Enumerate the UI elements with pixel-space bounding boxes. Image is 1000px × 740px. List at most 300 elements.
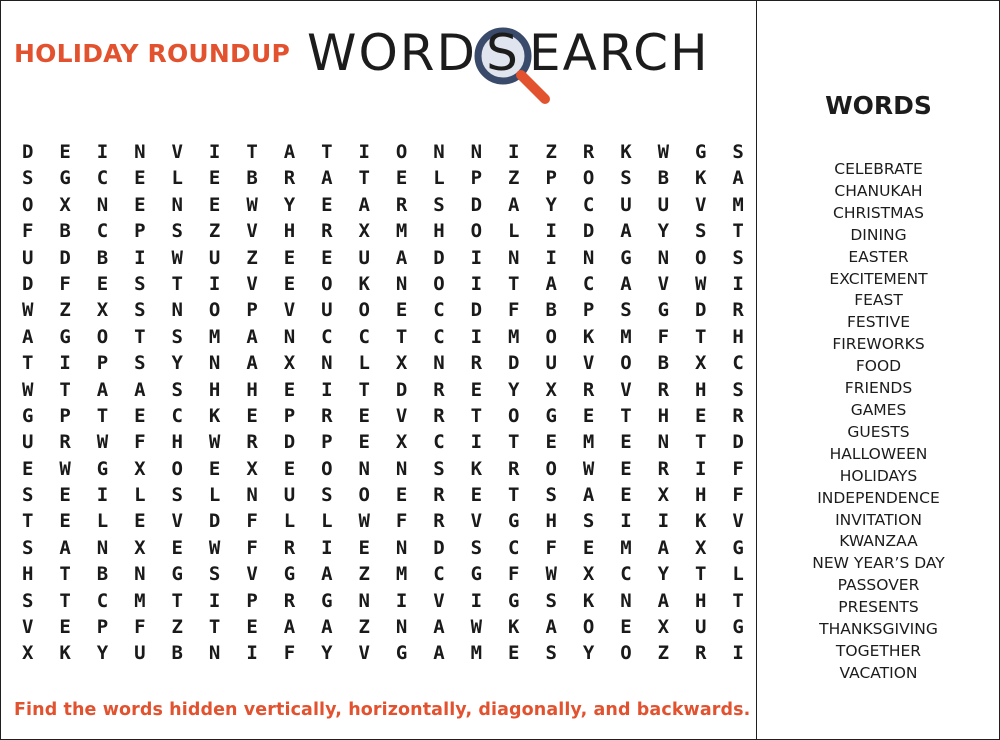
grid-cell[interactable]: N <box>246 484 258 507</box>
grid-cell[interactable]: R <box>582 378 595 401</box>
grid-cell[interactable]: G <box>732 536 744 559</box>
grid-cell[interactable]: X <box>395 431 408 454</box>
grid-cell[interactable]: R <box>283 536 296 559</box>
grid-cell[interactable]: R <box>657 378 670 401</box>
grid-cell[interactable]: N <box>171 193 183 216</box>
grid-cell[interactable]: T <box>732 220 744 243</box>
grid-cell[interactable]: G <box>395 642 408 665</box>
grid-cell[interactable]: S <box>134 299 146 322</box>
grid-cell[interactable]: X <box>657 484 670 507</box>
grid-cell[interactable]: R <box>582 141 595 163</box>
grid-cell[interactable]: K <box>695 167 707 190</box>
grid-cell[interactable]: E <box>59 510 71 533</box>
grid-cell[interactable]: A <box>582 484 595 507</box>
grid-cell[interactable]: B <box>657 167 670 190</box>
grid-cell[interactable]: G <box>59 167 71 190</box>
grid-cell[interactable]: P <box>246 299 258 322</box>
grid-cell[interactable]: S <box>582 510 595 533</box>
grid-cell[interactable]: S <box>134 352 146 375</box>
grid-cell[interactable]: X <box>246 457 258 480</box>
grid-cell[interactable]: O <box>208 299 221 322</box>
grid-cell[interactable]: P <box>283 404 296 427</box>
grid-cell[interactable]: F <box>21 220 34 243</box>
grid-cell[interactable]: E <box>508 642 520 665</box>
grid-cell[interactable]: G <box>96 457 109 480</box>
grid-cell[interactable]: A <box>433 642 445 665</box>
grid-cell[interactable]: X <box>695 536 707 559</box>
grid-cell[interactable]: N <box>96 536 109 559</box>
grid-cell[interactable]: A <box>321 167 333 190</box>
grid-cell[interactable]: T <box>358 378 370 401</box>
grid-cell[interactable]: I <box>59 352 71 375</box>
grid-cell[interactable]: T <box>246 141 258 163</box>
grid-cell[interactable]: I <box>695 457 707 480</box>
grid-cell[interactable]: P <box>96 616 109 639</box>
grid-cell[interactable]: A <box>246 325 258 348</box>
grid-cell[interactable]: E <box>208 457 221 480</box>
grid-cell[interactable]: I <box>657 510 670 533</box>
grid-cell[interactable]: A <box>96 378 109 401</box>
grid-cell[interactable]: S <box>21 536 34 559</box>
grid-cell[interactable]: G <box>620 246 632 269</box>
grid-cell[interactable]: V <box>695 193 707 216</box>
grid-cell[interactable]: T <box>21 352 34 375</box>
grid-cell[interactable]: I <box>321 378 333 401</box>
grid-cell[interactable]: P <box>246 589 258 612</box>
grid-cell[interactable]: R <box>59 431 71 454</box>
grid-cell[interactable]: O <box>358 299 370 322</box>
grid-cell[interactable]: O <box>21 193 34 216</box>
grid-cell[interactable]: A <box>321 563 333 586</box>
grid-cell[interactable]: V <box>470 510 483 533</box>
grid-cell[interactable]: S <box>208 563 221 586</box>
grid-cell[interactable]: I <box>620 510 632 533</box>
grid-cell[interactable]: E <box>246 616 258 639</box>
grid-cell[interactable]: R <box>433 484 445 507</box>
grid-cell[interactable]: W <box>21 299 34 322</box>
grid-cell[interactable]: C <box>433 299 445 322</box>
grid-cell[interactable]: S <box>21 589 34 612</box>
grid-cell[interactable]: M <box>732 193 744 216</box>
grid-cell[interactable]: E <box>171 536 183 559</box>
grid-cell[interactable]: Z <box>358 616 370 639</box>
grid-cell[interactable]: N <box>171 299 183 322</box>
grid-cell[interactable]: X <box>283 352 296 375</box>
grid-cell[interactable]: E <box>321 246 333 269</box>
grid-cell[interactable]: M <box>508 325 520 348</box>
grid-cell[interactable]: G <box>470 563 483 586</box>
grid-cell[interactable]: S <box>21 167 34 190</box>
grid-cell[interactable]: V <box>246 272 258 295</box>
grid-cell[interactable]: H <box>208 378 221 401</box>
grid-cell[interactable]: C <box>96 220 109 243</box>
grid-cell[interactable]: F <box>508 299 520 322</box>
grid-cell[interactable]: H <box>246 378 258 401</box>
grid-cell[interactable]: K <box>582 325 595 348</box>
grid-cell[interactable]: V <box>620 378 632 401</box>
grid-cell[interactable]: E <box>695 404 707 427</box>
grid-cell[interactable]: P <box>59 404 71 427</box>
grid-cell[interactable]: A <box>433 616 445 639</box>
grid-cell[interactable]: D <box>470 193 483 216</box>
grid-cell[interactable]: E <box>545 431 557 454</box>
grid-cell[interactable]: U <box>358 246 370 269</box>
grid-cell[interactable]: O <box>358 484 370 507</box>
grid-cell[interactable]: D <box>21 141 34 163</box>
grid-cell[interactable]: I <box>470 325 483 348</box>
grid-cell[interactable]: S <box>470 536 483 559</box>
grid-cell[interactable]: G <box>657 299 670 322</box>
grid-cell[interactable]: C <box>433 563 445 586</box>
grid-cell[interactable]: H <box>171 431 183 454</box>
grid-cell[interactable]: B <box>246 167 258 190</box>
grid-cell[interactable]: S <box>433 193 445 216</box>
grid-cell[interactable]: H <box>732 325 744 348</box>
grid-cell[interactable]: I <box>395 589 408 612</box>
grid-cell[interactable]: F <box>732 484 744 507</box>
grid-cell[interactable]: D <box>470 299 483 322</box>
grid-cell[interactable]: Y <box>96 642 109 665</box>
grid-cell[interactable]: E <box>358 404 370 427</box>
grid-cell[interactable]: R <box>657 457 670 480</box>
grid-cell[interactable]: N <box>283 325 296 348</box>
grid-cell[interactable]: R <box>732 404 744 427</box>
grid-cell[interactable]: A <box>21 325 34 348</box>
grid-cell[interactable]: F <box>59 272 71 295</box>
grid-cell[interactable]: D <box>582 220 595 243</box>
grid-cell[interactable]: T <box>171 272 183 295</box>
grid-cell[interactable]: E <box>395 484 408 507</box>
grid-cell[interactable]: W <box>21 378 34 401</box>
grid-cell[interactable]: S <box>171 484 183 507</box>
grid-cell[interactable]: A <box>545 616 557 639</box>
grid-cell[interactable]: K <box>695 510 707 533</box>
grid-cell[interactable]: R <box>470 352 483 375</box>
grid-cell[interactable]: Y <box>321 642 333 665</box>
grid-cell[interactable]: E <box>283 272 296 295</box>
grid-cell[interactable]: G <box>732 616 744 639</box>
grid-cell[interactable]: X <box>358 220 370 243</box>
grid-cell[interactable]: V <box>21 616 34 639</box>
grid-cell[interactable]: G <box>545 404 557 427</box>
grid-cell[interactable]: L <box>732 563 744 586</box>
grid-cell[interactable]: M <box>620 325 632 348</box>
grid-cell[interactable]: U <box>657 193 670 216</box>
grid-cell[interactable]: N <box>208 642 221 665</box>
grid-cell[interactable]: T <box>695 431 707 454</box>
grid-cell[interactable]: O <box>545 325 557 348</box>
grid-cell[interactable]: C <box>358 325 370 348</box>
grid-cell[interactable]: L <box>508 220 520 243</box>
grid-cell[interactable]: R <box>433 378 445 401</box>
grid-cell[interactable]: R <box>395 193 408 216</box>
grid-cell[interactable]: L <box>358 352 370 375</box>
grid-cell[interactable]: F <box>508 563 520 586</box>
grid-cell[interactable]: S <box>620 167 632 190</box>
grid-cell[interactable]: D <box>283 431 296 454</box>
grid-cell[interactable]: E <box>59 616 71 639</box>
grid-cell[interactable]: L <box>283 510 296 533</box>
grid-cell[interactable]: F <box>283 642 296 665</box>
grid-cell[interactable]: V <box>395 404 408 427</box>
grid-cell[interactable]: G <box>283 563 296 586</box>
grid-cell[interactable]: A <box>134 378 146 401</box>
grid-cell[interactable]: C <box>582 193 595 216</box>
grid-cell[interactable]: C <box>732 352 744 375</box>
grid-cell[interactable]: R <box>321 404 333 427</box>
grid-cell[interactable]: T <box>358 167 370 190</box>
grid-cell[interactable]: W <box>657 141 670 163</box>
grid-cell[interactable]: T <box>59 563 71 586</box>
grid-cell[interactable]: T <box>470 404 483 427</box>
grid-cell[interactable]: A <box>283 141 296 163</box>
grid-cell[interactable]: G <box>21 404 34 427</box>
grid-cell[interactable]: W <box>545 563 557 586</box>
grid-cell[interactable]: O <box>620 352 632 375</box>
grid-cell[interactable]: U <box>620 193 632 216</box>
grid-cell[interactable]: O <box>508 404 520 427</box>
grid-cell[interactable]: E <box>470 378 483 401</box>
grid-cell[interactable]: O <box>545 457 557 480</box>
grid-cell[interactable]: Y <box>657 220 670 243</box>
grid-cell[interactable]: I <box>508 141 520 163</box>
grid-cell[interactable]: N <box>395 616 408 639</box>
grid-cell[interactable]: C <box>620 563 632 586</box>
grid-cell[interactable]: B <box>96 246 109 269</box>
grid-cell[interactable]: N <box>433 352 445 375</box>
grid-cell[interactable]: N <box>508 246 520 269</box>
grid-cell[interactable]: R <box>695 642 707 665</box>
grid-cell[interactable]: V <box>732 510 744 533</box>
grid-cell[interactable]: O <box>470 220 483 243</box>
grid-cell[interactable]: R <box>283 589 296 612</box>
grid-cell[interactable]: W <box>171 246 183 269</box>
grid-cell[interactable]: H <box>695 484 707 507</box>
grid-cell[interactable]: V <box>246 563 258 586</box>
grid-cell[interactable]: F <box>545 536 557 559</box>
grid-cell[interactable]: N <box>582 246 595 269</box>
grid-cell[interactable]: C <box>508 536 520 559</box>
grid-cell[interactable]: V <box>246 220 258 243</box>
grid-cell[interactable]: T <box>208 616 221 639</box>
grid-cell[interactable]: U <box>21 246 34 269</box>
grid-cell[interactable]: S <box>433 457 445 480</box>
grid-cell[interactable]: G <box>508 589 520 612</box>
grid-cell[interactable]: S <box>732 378 744 401</box>
grid-cell[interactable]: T <box>620 404 632 427</box>
grid-cell[interactable]: R <box>433 404 445 427</box>
grid-cell[interactable]: N <box>358 457 370 480</box>
grid-cell[interactable]: F <box>134 616 146 639</box>
grid-cell[interactable]: Y <box>508 378 520 401</box>
grid-cell[interactable]: T <box>171 589 183 612</box>
grid-cell[interactable]: I <box>470 589 483 612</box>
grid-cell[interactable]: I <box>470 272 483 295</box>
grid-cell[interactable]: L <box>321 510 333 533</box>
grid-cell[interactable]: Z <box>246 246 258 269</box>
grid-cell[interactable]: P <box>321 431 333 454</box>
grid-cell[interactable]: S <box>695 220 707 243</box>
grid-cell[interactable]: E <box>395 299 408 322</box>
grid-cell[interactable]: O <box>171 457 183 480</box>
grid-cell[interactable]: P <box>96 352 109 375</box>
grid-cell[interactable]: U <box>695 616 707 639</box>
grid-cell[interactable]: K <box>208 404 221 427</box>
grid-cell[interactable]: Y <box>171 352 183 375</box>
grid-cell[interactable]: T <box>695 325 707 348</box>
grid-cell[interactable]: G <box>695 141 707 163</box>
grid-cell[interactable]: E <box>96 272 109 295</box>
grid-cell[interactable]: O <box>582 616 595 639</box>
grid-cell[interactable]: N <box>321 352 333 375</box>
grid-cell[interactable]: B <box>59 220 71 243</box>
grid-cell[interactable]: P <box>134 220 146 243</box>
grid-cell[interactable]: T <box>134 325 146 348</box>
grid-cell[interactable]: E <box>470 484 483 507</box>
grid-cell[interactable]: N <box>395 536 408 559</box>
grid-cell[interactable]: W <box>358 510 370 533</box>
grid-cell[interactable]: S <box>545 642 557 665</box>
grid-cell[interactable]: T <box>96 404 109 427</box>
grid-cell[interactable]: K <box>470 457 483 480</box>
grid-cell[interactable]: T <box>321 141 333 163</box>
grid-cell[interactable]: R <box>508 457 520 480</box>
grid-cell[interactable]: N <box>395 272 408 295</box>
grid-cell[interactable]: E <box>620 431 632 454</box>
grid-cell[interactable]: D <box>433 536 445 559</box>
grid-cell[interactable]: W <box>470 616 483 639</box>
grid-cell[interactable]: E <box>582 404 595 427</box>
grid-cell[interactable]: N <box>657 246 670 269</box>
grid-cell[interactable]: C <box>171 404 183 427</box>
grid-cell[interactable]: K <box>582 589 595 612</box>
grid-cell[interactable]: F <box>395 510 408 533</box>
grid-cell[interactable]: A <box>657 589 670 612</box>
grid-cell[interactable]: E <box>358 431 370 454</box>
grid-cell[interactable]: X <box>96 299 109 322</box>
grid-cell[interactable]: K <box>358 272 370 295</box>
grid-cell[interactable]: M <box>582 431 595 454</box>
grid-cell[interactable]: X <box>134 457 146 480</box>
grid-cell[interactable]: X <box>59 193 71 216</box>
grid-cell[interactable]: N <box>620 589 632 612</box>
grid-cell[interactable]: A <box>59 536 71 559</box>
grid-cell[interactable]: A <box>246 352 258 375</box>
grid-cell[interactable]: D <box>21 272 34 295</box>
grid-cell[interactable]: S <box>732 246 744 269</box>
grid-cell[interactable]: E <box>59 141 71 163</box>
grid-cell[interactable]: P <box>545 167 557 190</box>
grid-cell[interactable]: M <box>134 589 146 612</box>
grid-cell[interactable]: B <box>657 352 670 375</box>
grid-cell[interactable]: I <box>246 642 258 665</box>
grid-cell[interactable]: S <box>545 589 557 612</box>
grid-cell[interactable]: G <box>171 563 183 586</box>
grid-cell[interactable]: Y <box>283 193 296 216</box>
grid-cell[interactable]: L <box>96 510 109 533</box>
grid-cell[interactable]: V <box>358 642 370 665</box>
grid-cell[interactable]: Y <box>545 193 557 216</box>
grid-cell[interactable]: A <box>508 193 520 216</box>
grid-cell[interactable]: U <box>321 299 333 322</box>
grid-cell[interactable]: U <box>208 246 221 269</box>
grid-cell[interactable]: I <box>134 246 146 269</box>
grid-cell[interactable]: G <box>59 325 71 348</box>
grid-cell[interactable]: C <box>582 272 595 295</box>
grid-cell[interactable]: H <box>657 404 670 427</box>
grid-cell[interactable]: C <box>96 167 109 190</box>
grid-cell[interactable]: I <box>208 141 221 163</box>
grid-cell[interactable]: A <box>620 220 632 243</box>
grid-cell[interactable]: Z <box>358 563 370 586</box>
grid-cell[interactable]: E <box>134 510 146 533</box>
grid-cell[interactable]: S <box>321 484 333 507</box>
grid-cell[interactable]: B <box>171 642 183 665</box>
grid-cell[interactable]: A <box>620 272 632 295</box>
grid-cell[interactable]: R <box>321 220 333 243</box>
grid-cell[interactable]: O <box>695 246 707 269</box>
grid-cell[interactable]: T <box>21 510 34 533</box>
grid-cell[interactable]: H <box>21 563 34 586</box>
grid-cell[interactable]: X <box>134 536 146 559</box>
grid-cell[interactable]: A <box>545 272 557 295</box>
grid-cell[interactable]: W <box>96 431 109 454</box>
grid-cell[interactable]: T <box>395 325 408 348</box>
grid-cell[interactable]: L <box>433 167 445 190</box>
grid-cell[interactable]: Y <box>657 563 670 586</box>
grid-cell[interactable]: X <box>695 352 707 375</box>
grid-cell[interactable]: M <box>208 325 221 348</box>
grid-cell[interactable]: I <box>208 589 221 612</box>
grid-cell[interactable]: T <box>508 272 520 295</box>
grid-cell[interactable]: V <box>582 352 595 375</box>
grid-cell[interactable]: E <box>620 484 632 507</box>
grid-cell[interactable]: E <box>395 167 408 190</box>
grid-cell[interactable]: A <box>395 246 408 269</box>
grid-cell[interactable]: S <box>732 141 744 163</box>
grid-cell[interactable]: O <box>620 642 632 665</box>
grid-cell[interactable]: C <box>321 325 333 348</box>
grid-cell[interactable]: V <box>171 141 183 163</box>
grid-cell[interactable]: P <box>470 167 483 190</box>
grid-cell[interactable]: T <box>508 431 520 454</box>
grid-cell[interactable]: Z <box>208 220 221 243</box>
grid-cell[interactable]: H <box>433 220 445 243</box>
grid-cell[interactable]: H <box>545 510 557 533</box>
grid-cell[interactable]: E <box>283 457 296 480</box>
grid-cell[interactable]: O <box>321 272 333 295</box>
grid-cell[interactable]: I <box>96 141 109 163</box>
grid-cell[interactable]: X <box>657 616 670 639</box>
grid-cell[interactable]: X <box>582 563 595 586</box>
grid-cell[interactable]: N <box>358 589 370 612</box>
grid-cell[interactable]: G <box>508 510 520 533</box>
grid-cell[interactable]: D <box>59 246 71 269</box>
grid-cell[interactable]: N <box>96 193 109 216</box>
grid-cell[interactable]: H <box>695 378 707 401</box>
grid-cell[interactable]: E <box>134 167 146 190</box>
grid-cell[interactable]: K <box>508 616 520 639</box>
grid-cell[interactable]: I <box>208 272 221 295</box>
grid-cell[interactable]: V <box>171 510 183 533</box>
grid-cell[interactable]: Y <box>582 642 595 665</box>
grid-cell[interactable]: S <box>171 325 183 348</box>
grid-cell[interactable]: E <box>59 484 71 507</box>
grid-cell[interactable]: T <box>59 378 71 401</box>
grid-cell[interactable]: D <box>433 246 445 269</box>
grid-cell[interactable]: V <box>433 589 445 612</box>
grid-cell[interactable]: S <box>171 220 183 243</box>
